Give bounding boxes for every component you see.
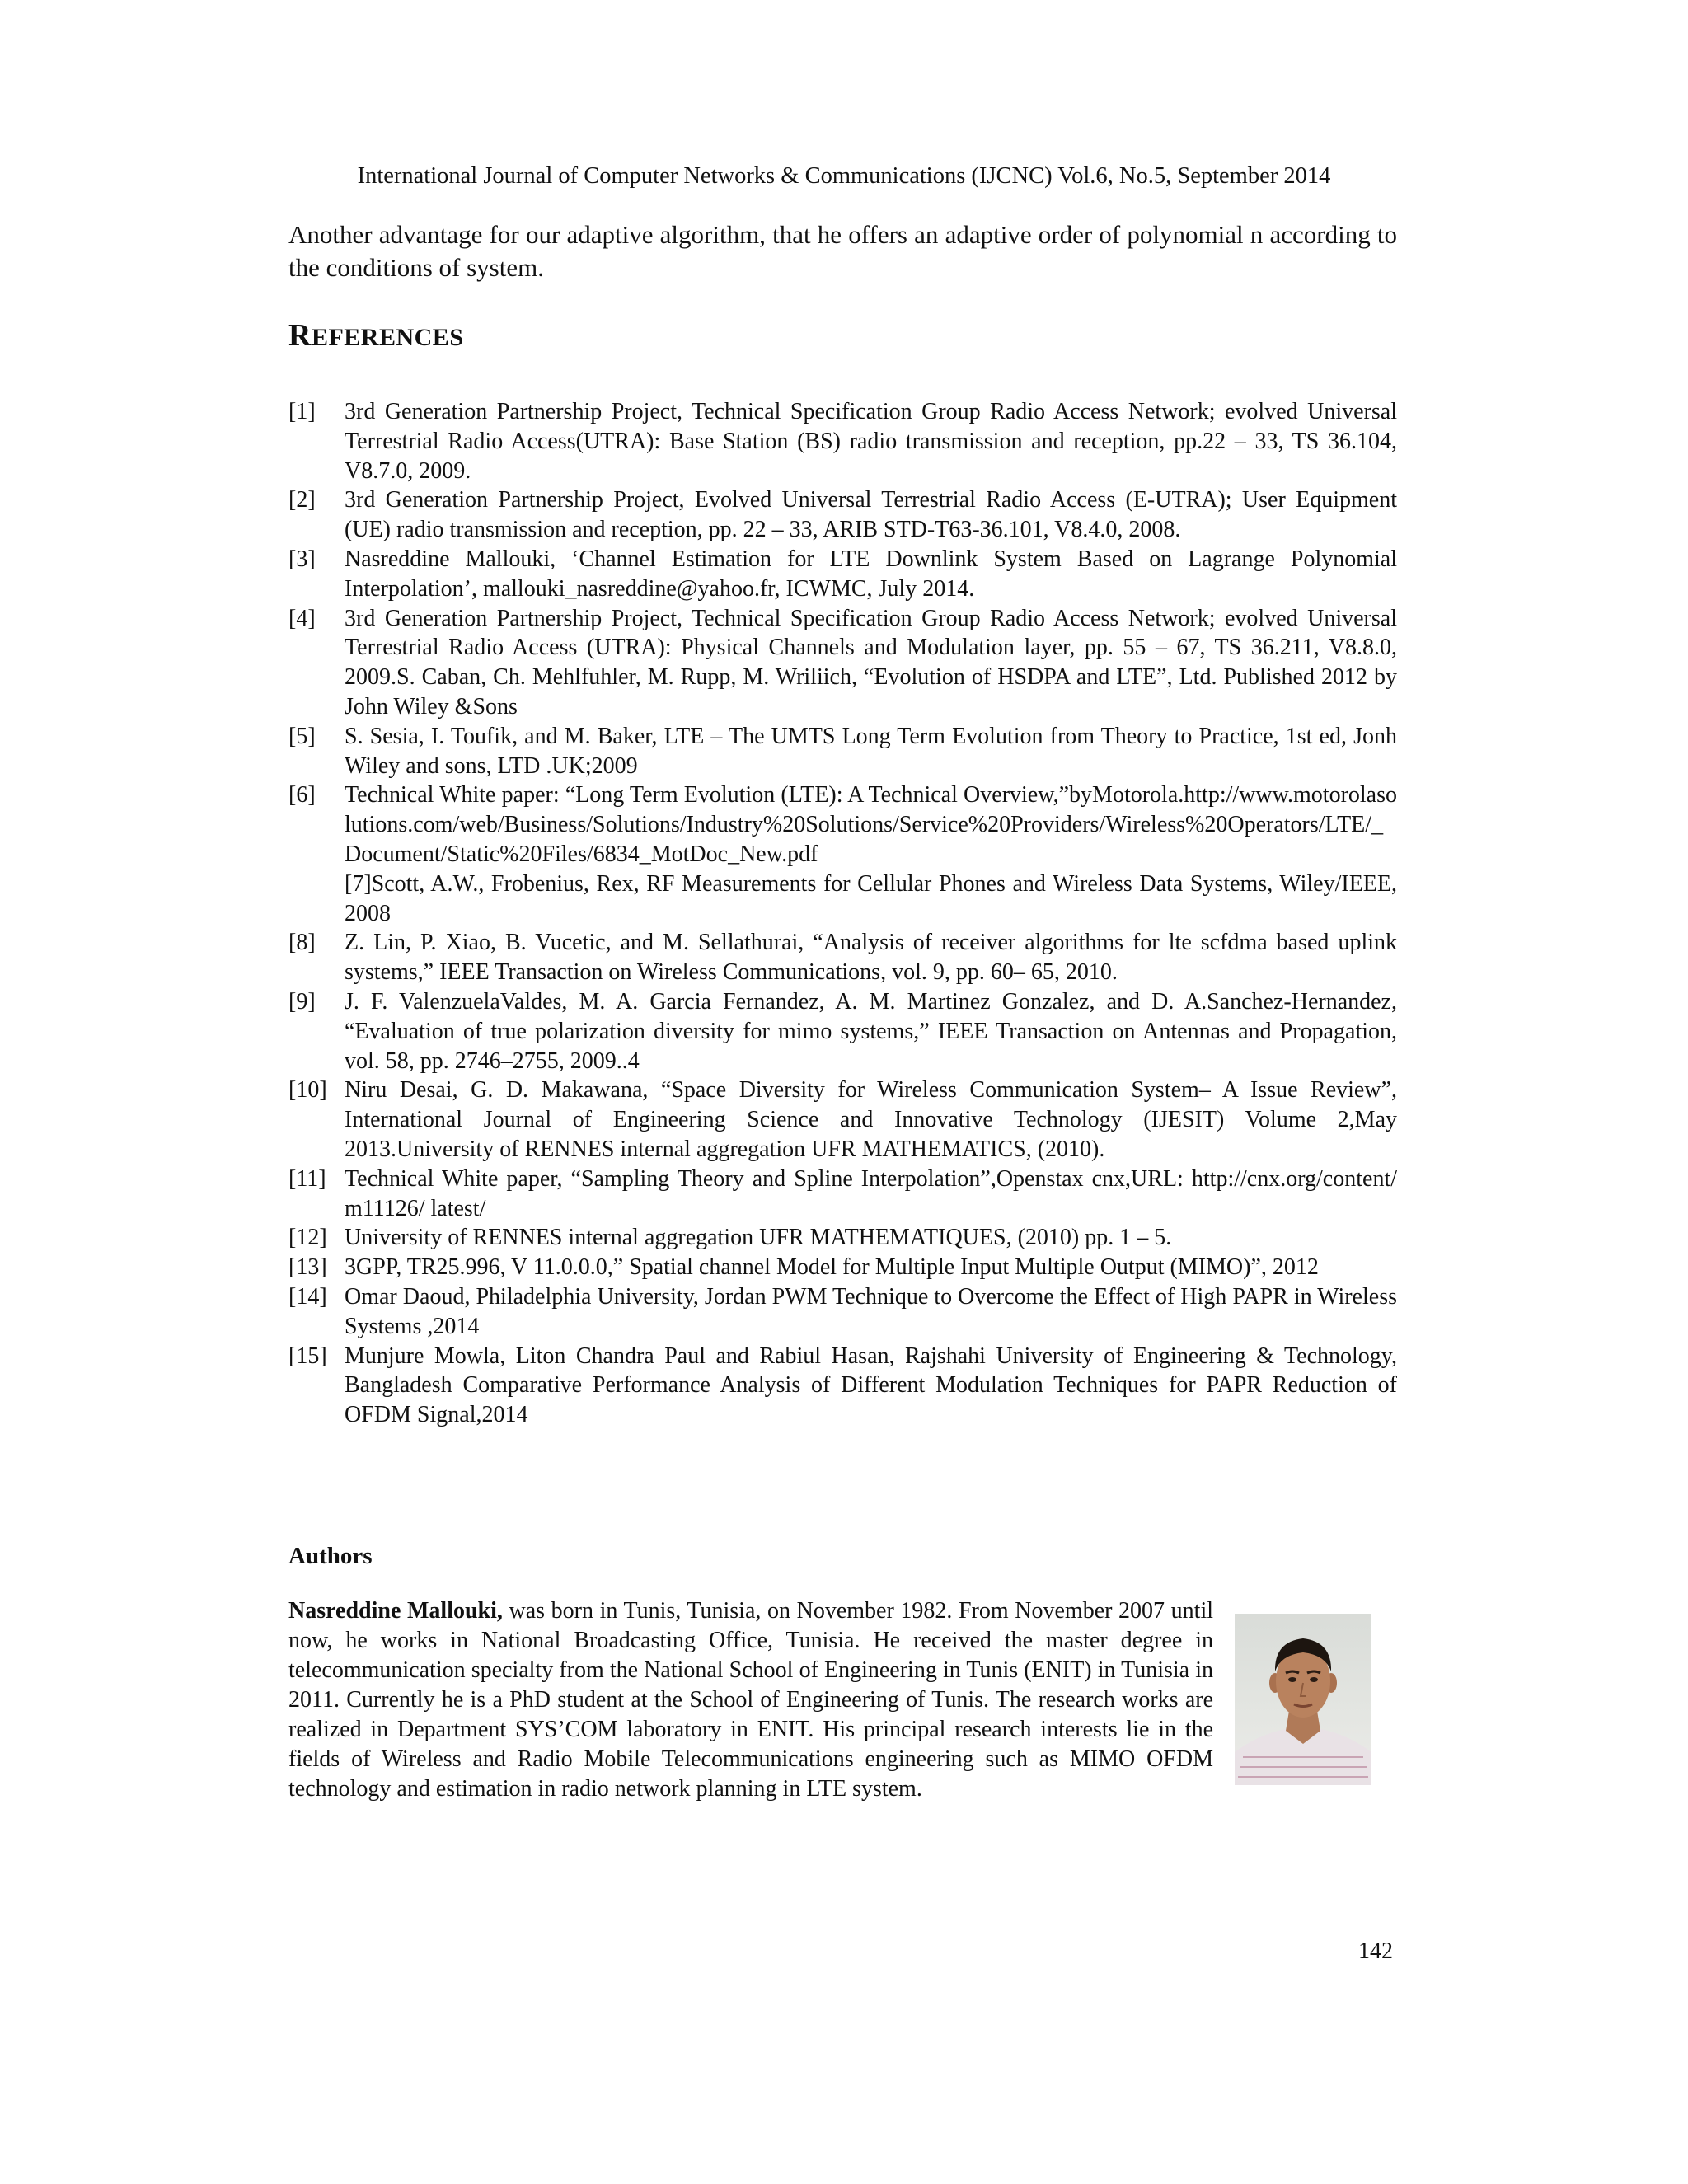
author-photo [1235, 1614, 1372, 1785]
reference-item [288, 928, 1397, 987]
reference-text: Munjure Mowla, Liton Chandra Paul and Rabiul Hasan, Rajshahi University of Engineering & Technology, Bangladesh Comparative Performance Analysis of Different Modulation Techniques for PAPR Reduction of OFDM Signal,2014 [345, 1343, 1397, 1428]
reference-number: [2] [288, 487, 316, 513]
reference-item [288, 780, 1397, 869]
reference-item [288, 1253, 1397, 1282]
author-name: Nasreddine Mallouki, [288, 1598, 503, 1624]
reference-text: S. Sesia, I. Toufik, and M. Baker, LTE – The UMTS Long Term Evolution from Theory to Practice, 1st ed, Jonh Wiley and sons, LTD .UK;2009 [345, 723, 1397, 779]
author-bio [288, 1596, 1213, 1804]
author-portrait-image [1235, 1614, 1372, 1785]
reference-number: [5] [288, 723, 316, 749]
references-heading-rest: EFERENCES [311, 324, 464, 351]
reference-item [288, 1342, 1397, 1430]
reference-number: [4] [288, 605, 316, 631]
reference-number: [3] [288, 546, 316, 572]
reference-number: [1] [288, 399, 316, 424]
reference-item [288, 869, 1397, 929]
reference-text: J. F. ValenzuelaValdes, M. A. Garcia Fernandez, A. M. Martinez Gonzalez, and D. A.Sanchez-Hernandez, “Evaluation of true polarization diversity for mimo systems,” IEEE Transaction on Antennas and Propagation, vol. 58, pp. 2746–2755, 2009..4 [345, 988, 1397, 1074]
reference-text: Niru Desai, G. D. Makawana, “Space Diversity for Wireless Communication System– A Issue Review”, International Journal of Engineering Science and Innovative Technology (IJESIT) Volume 2,May 2013.University of RENNES internal aggregation UFR MATHEMATICS, (2010). [345, 1077, 1397, 1162]
intro-paragraph: Another advantage for our adaptive algorithm, that he offers an adaptive order of polynomial n according to the conditions of system. [288, 220, 1397, 282]
reference-item [288, 1076, 1397, 1164]
reference-number: [6] [288, 782, 316, 808]
reference-text: Z. Lin, P. Xiao, B. Vucetic, and M. Sellathurai, “Analysis of receiver algorithms for lte scfdma based uplink systems,” IEEE Transaction on Wireless Communications, vol. 9, pp. 60– 65, 2010. [345, 930, 1397, 986]
reference-text: 3GPP, TR25.996, V 11.0.0.0,” Spatial channel Model for Multiple Input Multiple Output (MIMO)”, 2012 [345, 1254, 1319, 1281]
reference-item [288, 1223, 1397, 1253]
reference-number: [11] [288, 1165, 326, 1192]
reference-text: 3rd Generation Partnership Project, Technical Specification Group Radio Access Network; evolved Universal Terrestrial Radio Access(UTRA): Base Station (BS) radio transmission and reception, pp.22 – 33, TS 36.104, V8.7.0, 2009. [345, 399, 1397, 484]
reference-number: [8] [288, 930, 316, 956]
author-bio-text: was born in Tunis, Tunisia, on November 1982. From November 2007 until now, he works in National Broadcasting Office, Tunisia. He received the master degree in telecommunication specialty from the National School of Engineering in Tunis (ENIT) in Tunisia in 2011. Currently he is a PhD student at the School of Engineering of Tunis. The research works are realized in Department SYS’COM laboratory in ENIT. His principal research interests lie in the fields of Wireless and Radio Mobile Telecommunications engineering such as MIMO OFDM technology and estimation in radio network planning in LTE system. [288, 1598, 1213, 1802]
references-heading-initial: R [288, 318, 312, 353]
reference-item [288, 397, 1397, 485]
reference-text: [7]Scott, A.W., Frobenius, Rex, RF Measurements for Cellular Phones and Wireless Data Systems, Wiley/IEEE, 2008 [345, 870, 1397, 926]
reference-item [288, 1165, 1397, 1224]
reference-text: Technical White paper: “Long Term Evolution (LTE): A Technical Overview,”byMotorola.http://www.motorolasolutions.com/web/Business/Solutions/Industry%20Solutions/Service%20Providers/Wireless%20Operators/LTE/_Document/Static%20Files/6834_MotDoc_New.pdf [345, 782, 1397, 867]
reference-text: 3rd Generation Partnership Project, Evolved Universal Terrestrial Radio Access (E-UTRA); User Equipment (UE) radio transmission and reception, pp. 22 – 33, ARIB STD-T63-36.101, V8.4.0, 2008. [345, 487, 1397, 543]
reference-item [288, 722, 1397, 781]
page-number: 142 [1358, 1938, 1393, 1964]
reference-number: [12] [288, 1225, 327, 1251]
reference-item [288, 604, 1397, 722]
reference-text: University of RENNES internal aggregation UFR MATHEMATIQUES, (2010) pp. 1 – 5. [345, 1225, 1172, 1251]
reference-number: [13] [288, 1254, 327, 1281]
reference-item [288, 485, 1397, 545]
references-heading [288, 317, 464, 356]
reference-text: 3rd Generation Partnership Project, Technical Specification Group Radio Access Network; evolved Universal Terrestrial Radio Access (UTRA): Physical Channels and Modulation layer, pp. 55 – 67, TS 36.211, V8.8.0, 2009.S. Caban, Ch. Mehlfuhler, M. Rupp, M. Wriliich, “Evolution of HSDPA and LTE”, Ltd. Published 2012 by John Wiley &Sons [345, 605, 1397, 719]
reference-text: Omar Daoud, Philadelphia University, Jordan PWM Technique to Overcome the Effect of High PAPR in Wireless Systems ,2014 [345, 1283, 1397, 1339]
authors-heading: Authors [288, 1543, 373, 1569]
reference-number: [10] [288, 1077, 327, 1104]
reference-number: [14] [288, 1283, 327, 1310]
reference-text: Nasreddine Mallouki, ‘Channel Estimation for LTE Downlink System Based on Lagrange Polynomial Interpolation’, mallouki_nasreddine@yahoo.fr, ICWMC, July 2014. [345, 546, 1397, 602]
reference-text: Technical White paper, “Sampling Theory and Spline Interpolation”,Openstax cnx,URL: http://cnx.org/content/ m11126/ latest/ [345, 1165, 1397, 1221]
running-header: International Journal of Computer Networks & Communications (IJCNC) Vol.6, No.5, September 2014 [357, 163, 1331, 189]
references-list [288, 397, 1397, 1430]
reference-number: [15] [288, 1343, 327, 1369]
reference-item [288, 987, 1397, 1076]
reference-item [288, 1282, 1397, 1342]
reference-number: [9] [288, 988, 316, 1015]
reference-item [288, 545, 1397, 604]
